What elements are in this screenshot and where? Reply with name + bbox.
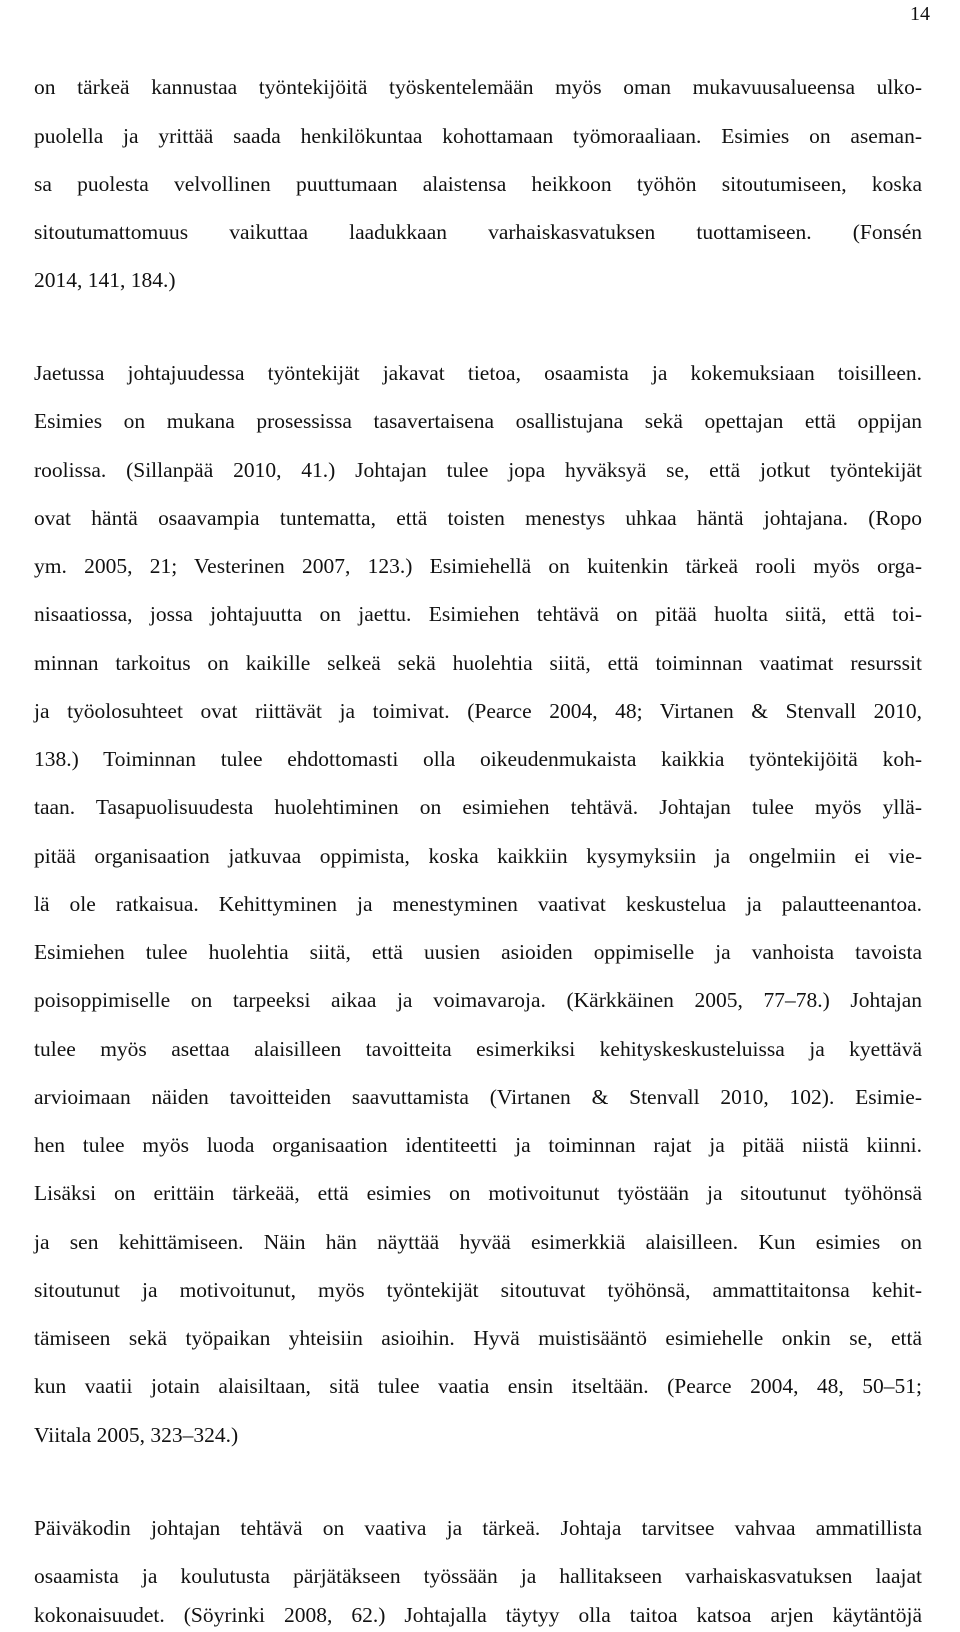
- text-line: tämiseen sekä työpaikan yhteisiin asioihin. Hyvä muistisääntö esimiehelle onkin se, että: [34, 1326, 922, 1350]
- text-line: puolella ja yrittää saada henkilökuntaa kohottamaan työmoraaliaan. Esimies on aseman-: [34, 124, 922, 148]
- text-line: kun vaatii jotain alaisiltaan, sitä tulee vaatia ensin itseltään. (Pearce 2004, 48, 50–51;: [34, 1374, 922, 1398]
- text-line: sitoutunut ja motivoitunut, myös työntekijät sitoutuvat työhönsä, ammattitaitonsa kehit-: [34, 1278, 922, 1302]
- text-line: sa puolesta velvollinen puuttumaan alaistensa heikkoon työhön sitoutumiseen, koska: [34, 172, 922, 196]
- text-line: ovat häntä osaavampia tuntematta, että toisten menestys uhkaa häntä johtajana. (Ropo: [34, 506, 922, 530]
- text-line: 138.) Toiminnan tulee ehdottomasti olla oikeudenmukaista kaikkia työntekijöitä koh-: [34, 747, 922, 771]
- text-line: poisoppimiselle on tarpeeksi aikaa ja voimavaroja. (Kärkkäinen 2005, 77–78.) Johtajan: [34, 988, 922, 1012]
- text-line: taan. Tasapuolisuudesta huolehtiminen on esimiehen tehtävä. Johtajan tulee myös yllä-: [34, 795, 922, 819]
- page-number: 14: [910, 3, 930, 25]
- text-line: Esimies on mukana prosessissa tasavertaisena osallistujana sekä opettajan että oppijan: [34, 409, 922, 433]
- text-line: 2014, 141, 184.): [34, 268, 176, 292]
- text-line: Esimiehen tulee huolehtia siitä, että uusien asioiden oppimiselle ja vanhoista tavoista: [34, 940, 922, 964]
- text-line: ja sen kehittämiseen. Näin hän näyttää hyvää esimerkkiä alaisilleen. Kun esimies on: [34, 1230, 922, 1254]
- text-line: Lisäksi on erittäin tärkeää, että esimies on motivoitunut työstään ja sitoutunut työhönsä: [34, 1181, 922, 1205]
- text-line: tulee myös asettaa alaisilleen tavoitteita esimerkiksi kehityskeskusteluissa ja kyettävä: [34, 1037, 922, 1061]
- text-line: lä ole ratkaisua. Kehittyminen ja menestyminen vaativat keskustelua ja palautteenantoa.: [34, 892, 922, 916]
- text-line: arvioimaan näiden tavoitteiden saavuttamista (Virtanen & Stenvall 2010, 102). Esimie-: [34, 1085, 922, 1109]
- text-line: Jaetussa johtajuudessa työntekijät jakavat tietoa, osaamista ja kokemuksiaan toisilleen.: [34, 361, 922, 385]
- text-line: nisaatiossa, jossa johtajuutta on jaettu. Esimiehen tehtävä on pitää huolta siitä, että toi-: [34, 602, 922, 626]
- text-line: osaamista ja koulutusta pärjätäkseen työssään ja hallitakseen varhaiskasvatuksen laajat: [34, 1564, 922, 1588]
- text-line: kokonaisuudet. (Söyrinki 2008, 62.) Johtajalla täytyy olla taitoa katsoa arjen käytäntöjä: [34, 1603, 922, 1627]
- text-line: sitoutumattomuus vaikuttaa laadukkaan varhaiskasvatuksen tuottamiseen. (Fonsén: [34, 220, 922, 244]
- text-line: ja työolosuhteet ovat riittävät ja toimivat. (Pearce 2004, 48; Virtanen & Stenvall 2010,: [34, 699, 922, 723]
- text-line: roolissa. (Sillanpää 2010, 41.) Johtajan tulee jopa hyväksyä se, että jotkut työntekijät: [34, 458, 922, 482]
- text-line: Päiväkodin johtajan tehtävä on vaativa ja tärkeä. Johtaja tarvitsee vahvaa ammatillista: [34, 1516, 922, 1540]
- text-line: hen tulee myös luoda organisaation identiteetti ja toiminnan rajat ja pitää niistä kiinni.: [34, 1133, 922, 1157]
- text-line: ym. 2005, 21; Vesterinen 2007, 123.) Esimiehellä on kuitenkin tärkeä rooli myös orga-: [34, 554, 922, 578]
- text-line: pitää organisaation jatkuvaa oppimista, koska kaikkiin kysymyksiin ja ongelmiin ei vie-: [34, 844, 922, 868]
- text-line: minnan tarkoitus on kaikille selkeä sekä huolehtia siitä, että toiminnan vaatimat resurssit: [34, 651, 922, 675]
- text-line: on tärkeä kannustaa työntekijöitä työskentelemään myös oman mukavuusalueensa ulko-: [34, 75, 922, 99]
- text-line: Viitala 2005, 323–324.): [34, 1423, 239, 1447]
